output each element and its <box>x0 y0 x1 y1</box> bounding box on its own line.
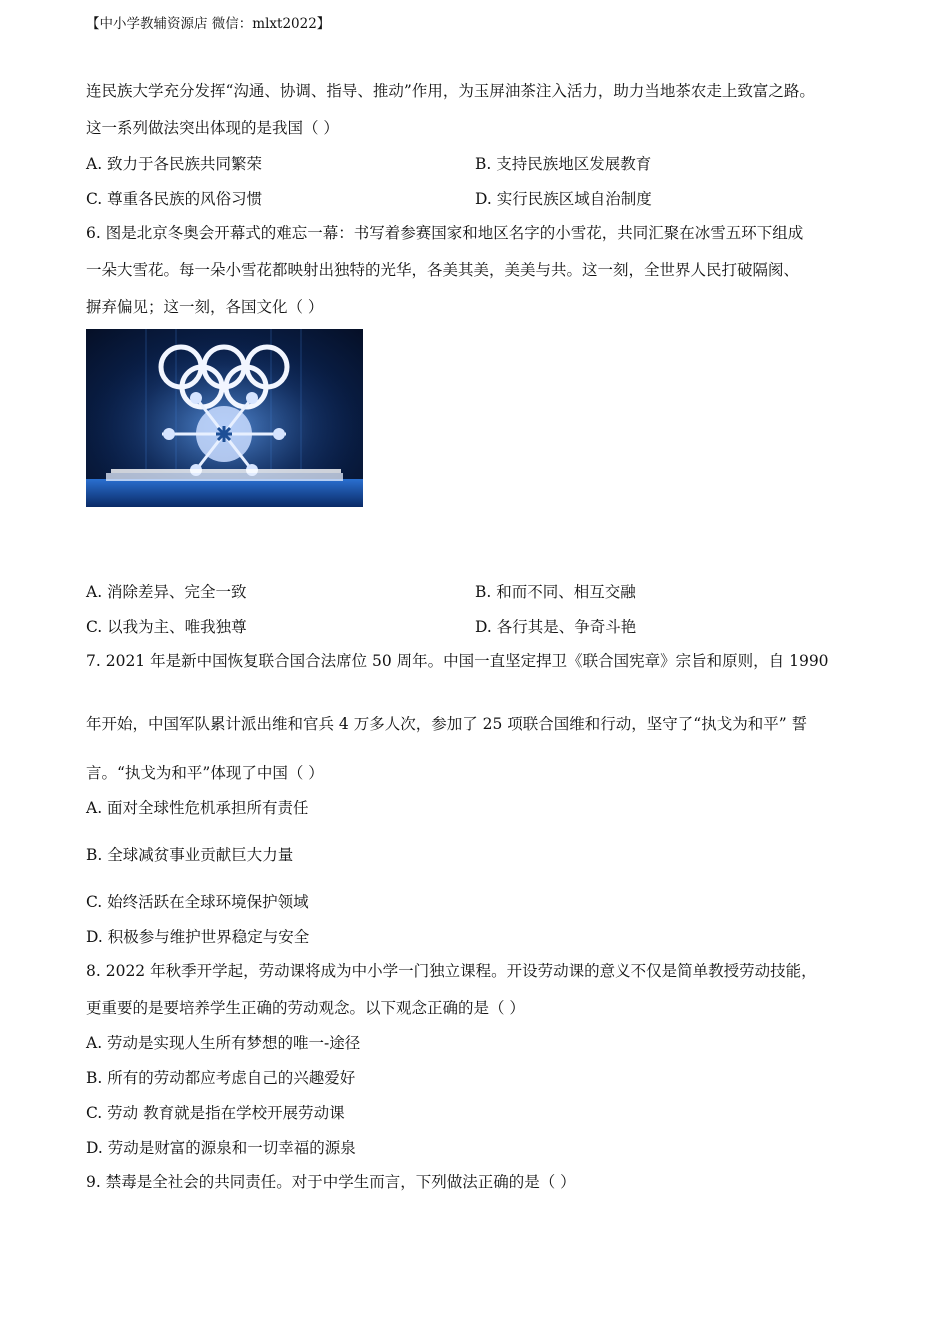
q5-option-b: B. 支持民族地区发展教育 <box>475 155 652 173</box>
q8-option-d: D. 劳动是财富的源泉和一切幸福的源泉 <box>86 1139 356 1157</box>
q7-option-d: D. 积极参与维护世界稳定与安全 <box>86 928 310 946</box>
q5-line2: 这一系列做法突出体现的是我国（ ） <box>86 119 339 137</box>
q8-line2: 更重要的是要培养学生正确的劳动观念。以下观念正确的是（ ） <box>86 999 525 1017</box>
q5-option-d: D. 实行民族区域自治制度 <box>475 190 652 208</box>
q7-line1: 7. 2021 年是新中国恢复联合国合法席位 50 周年。中国一直坚定捍卫《联合国宪章》宗旨和原则，自 1990 <box>86 652 829 670</box>
q6-line2: 一朵大雪花。每一朵小雪花都映射出独特的光华，各美其美，美美与共。这一刻，全世界人民打破隔阂、 <box>86 261 800 279</box>
q7-line2: 年开始，中国军队累计派出维和官兵 4 万多人次，参加了 25 项联合国维和行动，坚守了“执戈为和平” 誓 <box>86 715 808 733</box>
q5-line1: 连民族大学充分发挥“沟通、协调、指导、推动”作用，为玉屏油茶注入活力，助力当地茶农走上致富之路。 <box>86 82 815 100</box>
q7-line3: 言。“执戈为和平”体现了中国（ ） <box>86 764 324 782</box>
q8-option-c: C. 劳动 教育就是指在学校开展劳动课 <box>86 1104 345 1122</box>
q8-option-a: A. 劳动是实现人生所有梦想的唯一-途径 <box>86 1034 361 1052</box>
q6-line3: 摒弃偏见；这一刻，各国文化（ ） <box>86 298 324 316</box>
q8-line1: 8. 2022 年秋季开学起，劳动课将成为中小学一门独立课程。开设劳动课的意义不仅是简单教授劳动技能， <box>86 962 817 980</box>
q6-line1: 6. 图是北京冬奥会开幕式的难忘一幕：书写着参赛国家和地区名字的小雪花，共同汇聚在冰雪五环下组成 <box>86 224 804 242</box>
q6-option-b: B. 和而不同、相互交融 <box>475 583 636 601</box>
q8-option-b: B. 所有的劳动都应考虑自己的兴趣爱好 <box>86 1069 356 1087</box>
q6-option-c: C. 以我为主、唯我独尊 <box>86 618 247 636</box>
q7-option-c: C. 始终活跃在全球环境保护领域 <box>86 893 309 911</box>
q5-option-a: A. 致力于各民族共同繁荣 <box>86 155 263 173</box>
q5-option-c: C. 尊重各民族的风俗习惯 <box>86 190 263 208</box>
q6-option-a: A. 消除差异、完全一致 <box>86 583 247 601</box>
q7-option-b: B. 全球减贫事业贡献巨大力量 <box>86 846 294 864</box>
q7-option-a: A. 面对全球性危机承担所有责任 <box>86 799 309 817</box>
page-header: 【中小学教辅资源店 微信：mlxt2022】 <box>86 16 331 32</box>
olympic-opening-ceremony-photo <box>86 329 363 507</box>
q9-line1: 9. 禁毒是全社会的共同责任。对于中学生而言，下列做法正确的是（ ） <box>86 1173 576 1191</box>
q6-option-d: D. 各行其是、争奇斗艳 <box>475 618 637 636</box>
